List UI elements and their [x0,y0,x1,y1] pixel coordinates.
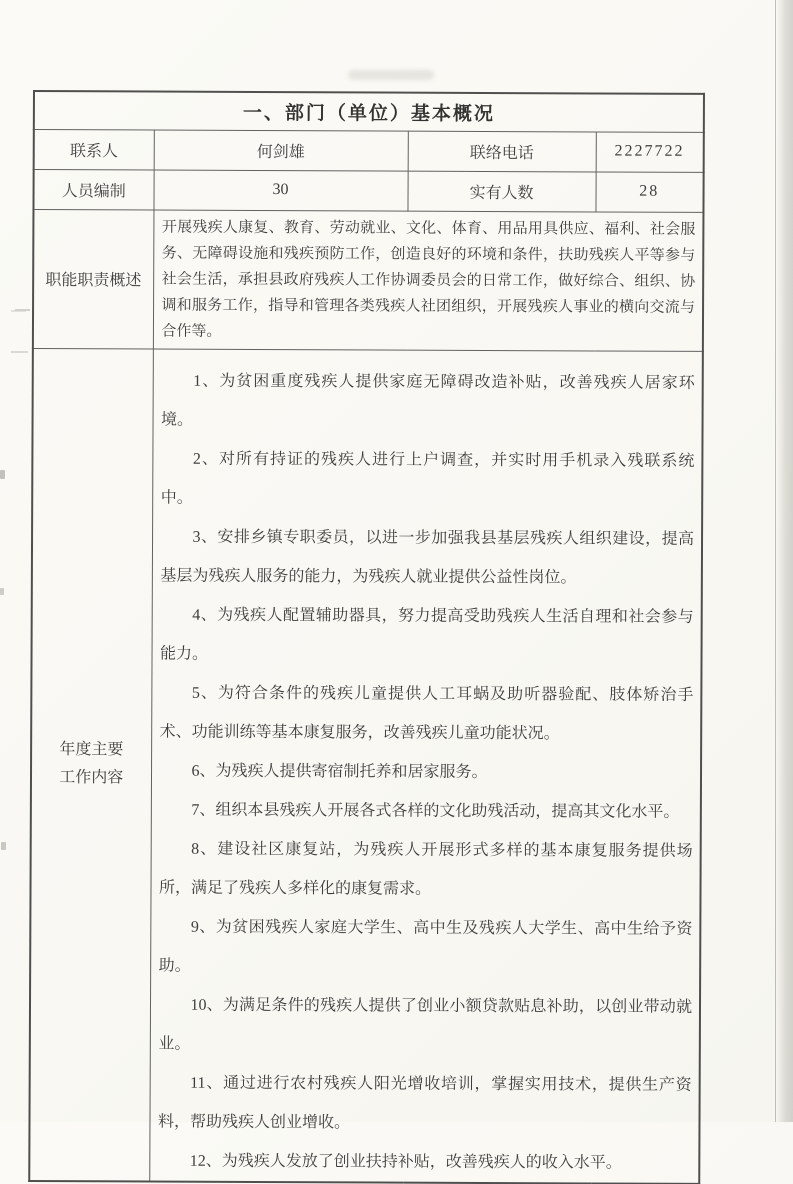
value-contact-person: 何剑雄 [154,130,408,171]
work-item-5: 5、为符合条件的残疾儿童提供人工耳蜗及助听器验配、肢体矫治手术、功能训练等基本康复服务，改善残疾儿童功能状况。 [159,684,694,742]
work-item-9: 9、为贫困残疾人家庭大学生、高中生及残疾人大学生、高中生给予资助。 [158,918,693,975]
label-duties-overview: 职能职责概述 [33,209,154,349]
annual-work-content [149,349,703,1184]
scan-artifact [0,588,4,595]
scan-smudge [348,70,434,80]
work-item-2: 2、对所有持证的残疾人进行上户调查，并实时用手机录入残联系统中。 [160,450,695,507]
page-edge-shadow [775,0,793,1122]
scan-artifact [1,842,6,850]
value-contact-phone: 2227722 [596,131,704,171]
label-contact-phone: 联络电话 [408,131,596,172]
annual-work-label-line2: 工作内容 [59,769,124,787]
work-item-1: 1、为贫困重度残疾人提供家庭无障碍改造补贴，改善残疾人居家环境。 [161,372,695,429]
label-contact-person: 联系人 [34,129,154,170]
work-item-10: 10、为满足条件的残疾人提供了创业小额贷款贴息补助，以创业带动就业。 [158,996,693,1053]
work-item-8: 8、建设社区康复站，为残疾人开展形式多样的基本康复服务提供场所，满足了残疾人多样化的康复需求。 [158,840,693,898]
section-title: 一、部门（单位）基本概况 [34,91,704,132]
scan-artifact [11,351,28,353]
work-item-7: 7、组织本县残疾人开展各式各样的文化助残活动，提高其文化水平。 [191,801,680,821]
work-item-11: 11、通过进行农村残疾人阳光增收培训，掌握实用技术，提供生产资料，帮助残疾人创业增收。 [157,1074,692,1131]
value-staff-quota: 30 [153,170,407,211]
department-overview-table [28,90,705,1184]
duties-overview-text: 开展残疾人康复、教育、劳动就业、文化、体育、用品用具供应、福利、社会服务、无障碍设施和残疾预防工作，创造良好的环境和条件，扶助残疾人平等参与社会生活，承担县政府残疾人工作协调委员会的日常工作，做好综合、组织、协调和服务工作，指导和管理各类残疾人社团组织，开展残疾人事业的横向交流与合作等。 [153,210,704,351]
label-annual-work [29,348,153,1181]
work-item-4: 4、为残疾人配置辅助器具，努力提高受助残疾人生活自理和社会参与能力。 [160,606,694,663]
work-item-3: 3、安排乡镇专职委员，以进一步加强我县基层残疾人组织建设，提高基层为残疾人服务的能力，为残疾人就业提供公益性岗位。 [160,528,695,586]
label-actual-staff: 实有人数 [407,171,595,212]
value-actual-staff: 28 [595,171,703,211]
label-staff-quota: 人员编制 [33,169,153,210]
scan-artifact [15,309,30,311]
work-item-6: 6、为残疾人提供寄宿制托养和居家服务。 [191,762,488,781]
work-item-12: 12、为残疾人发放了创业扶持补贴，改善残疾人的收入水平。 [189,1152,622,1172]
scan-artifact [0,470,5,479]
annual-work-label-line1: 年度主要 [59,741,124,759]
